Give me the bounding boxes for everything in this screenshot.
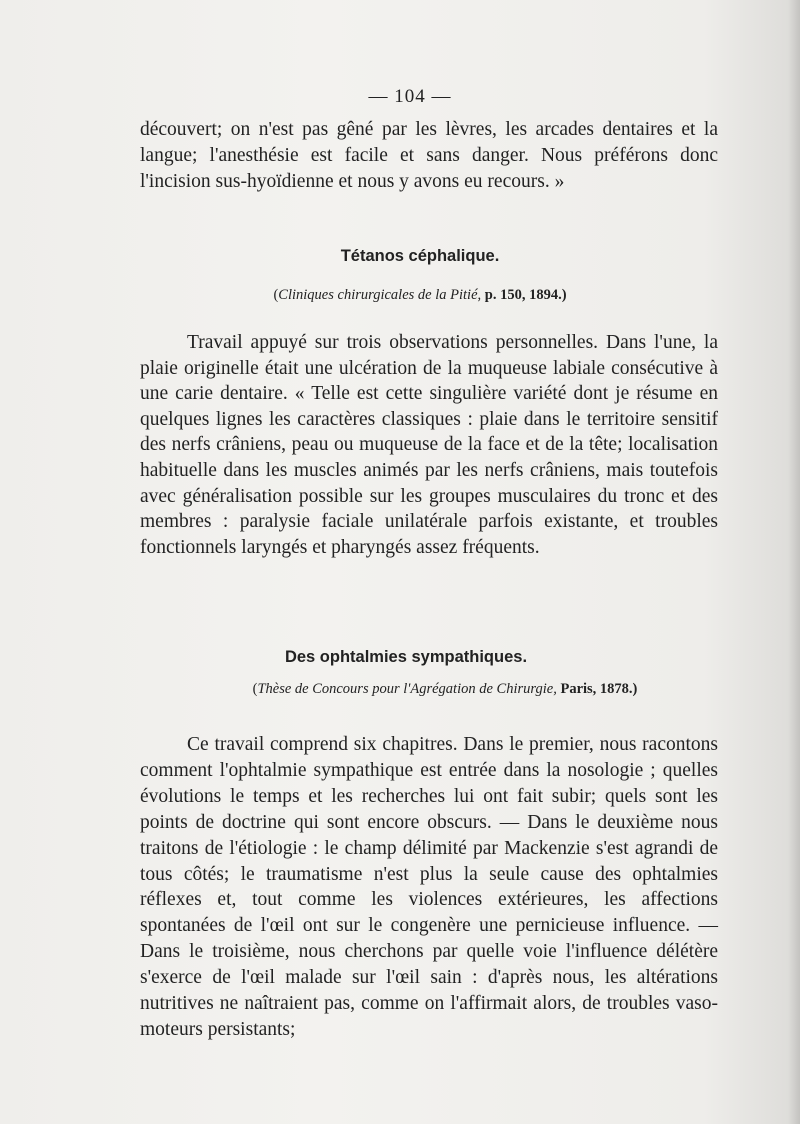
- citation-tetanos: [20, 287, 800, 304]
- citation-open-paren: (: [252, 681, 258, 697]
- page-number: — 104 —: [368, 86, 452, 107]
- paragraph-continuation: découvert; on n'est pas gêné par les lèvres, les arcades dentaires et la langue; l'anesthésie est facile et sans danger. Nous préférons donc l'incision sus-hyoïdienne et nous y avons eu recours. »: [140, 119, 718, 192]
- section-title-ophtalmies: Des ophtalmies sympathiques.: [284, 648, 528, 666]
- citation-ophtalmies: [45, 681, 800, 698]
- citation-open-paren: (: [273, 287, 279, 303]
- section-title-tetanos: Tétanos céphalique.: [340, 247, 500, 265]
- citation-reference: Paris, 1878.): [556, 681, 638, 697]
- paragraph-ophtalmies-summary: Ce travail comprend six chapitres. Dans le premier, nous racontons comment l'ophtalmie sympathique est entrée dans la nosologie ; quelles évolutions le temps et les recherches lui ont fait subir; quels sont les points de doctrine qui sont encore obscurs. — Dans le deuxième nous traitons de l'étiologie : le champ délimité par Mackenzie s'est agrandi de tous côtés; le traumatisme n'est plus la seule cause des ophtalmies réflexes et, tout comme les violences extérieures, les affections spontanées de l'œil ont sur le congenère une pernicieuse influence. — Dans le troisième, nous cherchons par quelle voie l'influence délétère s'exerce de l'œil malade sur l'œil sain : d'après nous, les altérations nutritives ne naîtraient pas, comme on l'affirmait alors, de troubles vaso-moteurs persistants;: [140, 734, 718, 1040]
- page-edge-shadow: [788, 0, 800, 1124]
- citation-source: Cliniques chirurgicales de la Pitié,: [278, 287, 482, 303]
- citation-source: Thèse de Concours pour l'Agrégation de Chirurgie,: [257, 681, 557, 697]
- citation-reference: p. 150, 1894.): [481, 287, 567, 303]
- paragraph-tetanos-summary: Travail appuyé sur trois observations personnelles. Dans l'une, la plaie originelle était une ulcération de la muqueuse labiale consécutive à une carie dentaire. « Telle est cette singulière variété dont je résume en quelques lignes les caractères classiques : plaie dans le territoire sensitif des nerfs crâniens, peau ou muqueuse de la face et de la tête; localisation habituelle dans les muscles animés par les nerfs crâniens, mais toutefois avec généralisation possible sur les groupes musculaires du tronc et des membres : paralysie faciale unilatérale parfois existante, et troubles fonctionnels laryngés et pharyngés assez fréquents.: [140, 332, 718, 558]
